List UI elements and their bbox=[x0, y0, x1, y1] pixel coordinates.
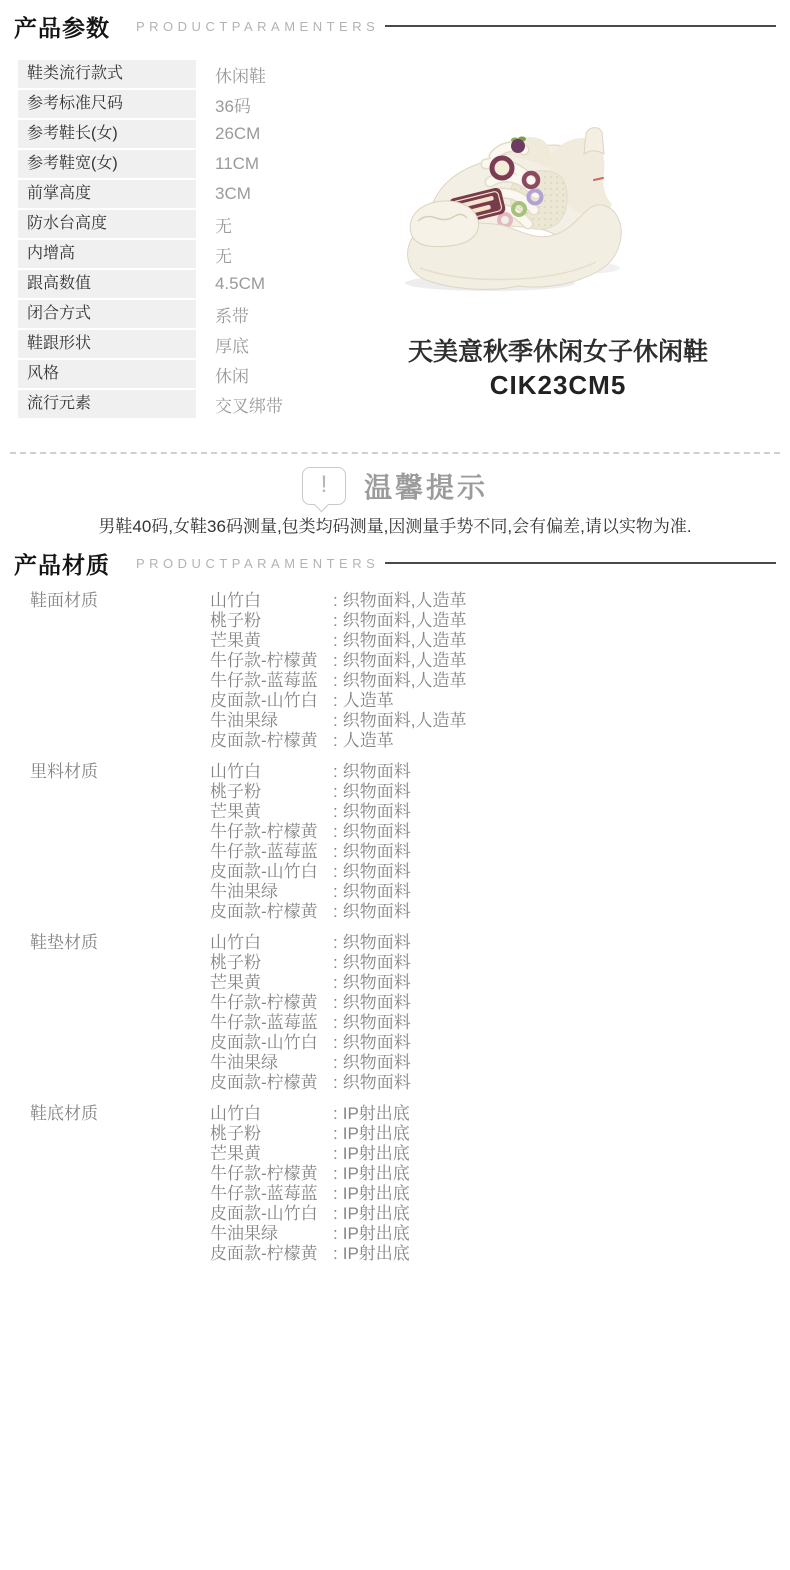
material-value: 人造革 bbox=[342, 691, 394, 710]
product-block bbox=[388, 60, 728, 422]
color-name: 牛仔款-柠檬黄 bbox=[210, 651, 318, 670]
param-label: 前掌高度 bbox=[18, 180, 196, 208]
table-row bbox=[18, 390, 283, 418]
colon: : bbox=[333, 1144, 338, 1163]
material-value: 织物面料 bbox=[342, 993, 411, 1012]
color-name: 皮面款-山竹白 bbox=[210, 1033, 318, 1052]
colon: : bbox=[333, 782, 338, 801]
materials-section-subtitle: PRODUCTPARAMENTERS bbox=[136, 555, 380, 571]
table-row bbox=[18, 330, 283, 358]
material-value: 织物面料,人造革 bbox=[342, 631, 467, 650]
list-item bbox=[210, 1244, 410, 1264]
list-item bbox=[210, 1204, 410, 1224]
product-photo bbox=[398, 120, 630, 295]
param-value: 无 bbox=[215, 216, 232, 236]
colon: : bbox=[333, 1104, 338, 1123]
colon: : bbox=[333, 671, 338, 690]
colon: : bbox=[333, 651, 338, 670]
material-value: 织物面料 bbox=[342, 953, 411, 972]
list-item bbox=[210, 651, 466, 671]
param-value: 交叉绑带 bbox=[215, 396, 283, 416]
list-item bbox=[210, 762, 411, 782]
parameters-area bbox=[0, 60, 790, 422]
product-name: 天美意秋季休闲女子休闲鞋 bbox=[407, 338, 708, 366]
color-name: 桃子粉 bbox=[210, 611, 261, 630]
color-name: 皮面款-柠檬黄 bbox=[210, 902, 318, 921]
material-value: 织物面料,人造革 bbox=[342, 651, 467, 670]
param-label: 防水台高度 bbox=[18, 210, 196, 238]
param-label: 内增高 bbox=[18, 240, 196, 268]
colon: : bbox=[333, 591, 338, 610]
toe-bumper bbox=[410, 201, 478, 247]
table-row bbox=[18, 360, 283, 388]
param-value: 36码 bbox=[215, 96, 251, 116]
material-value: 织物面料 bbox=[342, 822, 411, 841]
color-name: 山竹白 bbox=[210, 591, 261, 610]
material-value: 织物面料,人造革 bbox=[342, 611, 467, 630]
colon: : bbox=[333, 1184, 338, 1203]
exclamation-icon: ! bbox=[302, 467, 346, 505]
material-value: 织物面料 bbox=[342, 762, 411, 781]
colon: : bbox=[333, 1053, 338, 1072]
colon: : bbox=[333, 1124, 338, 1143]
material-value: IP射出底 bbox=[342, 1164, 410, 1183]
materials-section-header bbox=[0, 545, 790, 581]
colon: : bbox=[333, 762, 338, 781]
param-value: 休闲鞋 bbox=[215, 66, 266, 86]
param-value: 无 bbox=[215, 246, 232, 266]
color-name: 牛油果绿 bbox=[210, 1053, 278, 1072]
table-row bbox=[18, 60, 283, 88]
color-name: 山竹白 bbox=[210, 1104, 261, 1123]
list-item bbox=[210, 631, 466, 651]
list-item bbox=[210, 1033, 411, 1053]
colon: : bbox=[333, 1013, 338, 1032]
colon: : bbox=[333, 711, 338, 730]
list-item bbox=[210, 1144, 410, 1164]
color-name: 山竹白 bbox=[210, 762, 261, 781]
color-name: 牛仔款-蓝莓蓝 bbox=[210, 1184, 318, 1203]
material-group-label: 鞋底材质 bbox=[30, 1104, 98, 1123]
material-value: IP射出底 bbox=[342, 1224, 410, 1243]
materials-list bbox=[0, 591, 790, 1264]
list-item bbox=[210, 902, 411, 922]
color-name: 芒果黄 bbox=[210, 631, 261, 650]
material-value: IP射出底 bbox=[342, 1244, 410, 1263]
material-value: IP射出底 bbox=[342, 1104, 410, 1123]
tips-header bbox=[0, 464, 790, 508]
param-value: 厚底 bbox=[215, 336, 249, 356]
list-item bbox=[210, 842, 411, 862]
color-name: 皮面款-山竹白 bbox=[210, 862, 318, 881]
color-name: 芒果黄 bbox=[210, 802, 261, 821]
list-item bbox=[210, 591, 466, 611]
param-label: 鞋跟形状 bbox=[18, 330, 196, 358]
material-group-label: 鞋垫材质 bbox=[30, 933, 98, 952]
colon: : bbox=[333, 902, 338, 921]
list-item bbox=[210, 782, 411, 802]
param-label: 参考标准尺码 bbox=[18, 90, 196, 118]
list-item bbox=[210, 862, 411, 882]
colon: : bbox=[333, 862, 338, 881]
list-item bbox=[210, 953, 411, 973]
color-name: 芒果黄 bbox=[210, 973, 261, 992]
color-name: 桃子粉 bbox=[210, 953, 261, 972]
colon: : bbox=[333, 1244, 338, 1263]
material-value: IP射出底 bbox=[342, 1204, 410, 1223]
list-item bbox=[210, 1013, 411, 1033]
list-item bbox=[210, 1073, 411, 1093]
material-value: IP射出底 bbox=[342, 1144, 410, 1163]
color-name: 桃子粉 bbox=[210, 782, 261, 801]
material-value: 织物面料 bbox=[342, 1013, 411, 1032]
colon: : bbox=[333, 973, 338, 992]
list-item bbox=[210, 1053, 411, 1073]
colon: : bbox=[333, 953, 338, 972]
list-item bbox=[210, 802, 411, 822]
param-value: 4.5CM bbox=[215, 274, 266, 293]
header-rule-line bbox=[385, 562, 776, 564]
table-row bbox=[18, 270, 283, 298]
material-value: IP射出底 bbox=[342, 1124, 410, 1143]
table-row bbox=[18, 180, 283, 208]
material-group-lining bbox=[30, 762, 790, 922]
list-item bbox=[210, 611, 466, 631]
table-row bbox=[18, 210, 283, 238]
color-name: 牛油果绿 bbox=[210, 1224, 278, 1243]
material-value: 织物面料 bbox=[342, 882, 411, 901]
list-item bbox=[210, 822, 411, 842]
material-value: 织物面料 bbox=[342, 802, 411, 821]
color-name: 牛仔款-柠檬黄 bbox=[210, 1164, 318, 1183]
color-name: 牛油果绿 bbox=[210, 882, 278, 901]
list-item bbox=[210, 1124, 410, 1144]
list-item bbox=[210, 691, 466, 711]
color-name: 牛仔款-蓝莓蓝 bbox=[210, 842, 318, 861]
material-value: 织物面料 bbox=[342, 933, 411, 952]
list-item bbox=[210, 1104, 410, 1124]
color-name: 皮面款-柠檬黄 bbox=[210, 1073, 318, 1092]
params-section-title: 产品参数 bbox=[14, 14, 110, 41]
color-name: 牛仔款-蓝莓蓝 bbox=[210, 1013, 318, 1032]
material-value: 织物面料 bbox=[342, 902, 411, 921]
material-group-upper bbox=[30, 591, 790, 751]
colon: : bbox=[333, 933, 338, 952]
color-name: 牛仔款-柠檬黄 bbox=[210, 993, 318, 1012]
colon: : bbox=[333, 1033, 338, 1052]
param-label: 风格 bbox=[18, 360, 196, 388]
table-row bbox=[18, 90, 283, 118]
material-value: 织物面料 bbox=[342, 973, 411, 992]
material-items bbox=[210, 933, 411, 1093]
param-value: 休闲 bbox=[215, 366, 249, 386]
product-model: CIK23CM5 bbox=[489, 370, 627, 400]
param-value: 11CM bbox=[215, 154, 260, 173]
param-label: 流行元素 bbox=[18, 390, 196, 418]
param-value: 3CM bbox=[215, 184, 251, 203]
colon: : bbox=[333, 1073, 338, 1092]
list-item bbox=[210, 731, 466, 751]
colon: : bbox=[333, 1224, 338, 1243]
tips-note: 男鞋40码,女鞋36码测量,包类均码测量,因测量手势不同,会有偏差,请以实物为准. bbox=[98, 517, 692, 536]
parameters-table bbox=[18, 60, 283, 420]
params-section-header bbox=[0, 8, 790, 44]
color-name: 皮面款-柠檬黄 bbox=[210, 1244, 318, 1263]
material-value: 织物面料 bbox=[342, 1033, 411, 1052]
param-label: 跟高数值 bbox=[18, 270, 196, 298]
color-name: 牛仔款-蓝莓蓝 bbox=[210, 671, 318, 690]
list-item bbox=[210, 711, 466, 731]
header-rule-line bbox=[385, 25, 776, 27]
table-row bbox=[18, 120, 283, 148]
material-group-insole bbox=[30, 933, 790, 1093]
material-items bbox=[210, 591, 466, 751]
colon: : bbox=[333, 691, 338, 710]
colon: : bbox=[333, 993, 338, 1012]
list-item bbox=[210, 882, 411, 902]
color-name: 山竹白 bbox=[210, 933, 261, 952]
colon: : bbox=[333, 731, 338, 750]
material-value: 织物面料,人造革 bbox=[342, 711, 467, 730]
material-group-outsole bbox=[30, 1104, 790, 1264]
param-value: 系带 bbox=[215, 306, 249, 326]
colon: : bbox=[333, 611, 338, 630]
color-name: 皮面款-山竹白 bbox=[210, 691, 318, 710]
material-group-label: 鞋面材质 bbox=[30, 591, 98, 610]
params-section-subtitle: PRODUCTPARAMENTERS bbox=[136, 18, 380, 34]
color-name: 皮面款-山竹白 bbox=[210, 1204, 318, 1223]
material-value: 织物面料 bbox=[342, 1053, 411, 1072]
color-name: 皮面款-柠檬黄 bbox=[210, 731, 318, 750]
material-value: IP射出底 bbox=[342, 1184, 410, 1203]
list-item bbox=[210, 993, 411, 1013]
material-items bbox=[210, 1104, 410, 1264]
colon: : bbox=[333, 822, 338, 841]
dashed-divider bbox=[10, 452, 780, 454]
table-row bbox=[18, 150, 283, 178]
list-item bbox=[210, 1184, 410, 1204]
color-name: 芒果黄 bbox=[210, 1144, 261, 1163]
color-name: 桃子粉 bbox=[210, 1124, 261, 1143]
param-value: 26CM bbox=[215, 124, 261, 143]
materials-section-title: 产品材质 bbox=[14, 551, 110, 578]
material-value: 人造革 bbox=[342, 731, 394, 750]
tips-title: 温馨提示 bbox=[363, 472, 488, 503]
table-row bbox=[18, 240, 283, 268]
table-row bbox=[18, 300, 283, 328]
param-label: 参考鞋长(女) bbox=[18, 120, 196, 148]
color-name: 牛油果绿 bbox=[210, 711, 278, 730]
list-item bbox=[210, 1224, 410, 1244]
colon: : bbox=[333, 802, 338, 821]
colon: : bbox=[333, 882, 338, 901]
list-item bbox=[210, 1164, 410, 1184]
list-item bbox=[210, 933, 411, 953]
material-group-label: 里料材质 bbox=[30, 762, 98, 781]
colon: : bbox=[333, 842, 338, 861]
material-value: 织物面料 bbox=[342, 782, 411, 801]
param-label: 参考鞋宽(女) bbox=[18, 150, 196, 178]
param-label: 闭合方式 bbox=[18, 300, 196, 328]
material-value: 织物面料 bbox=[342, 1073, 411, 1092]
material-value: 织物面料 bbox=[342, 862, 411, 881]
material-value: 织物面料,人造革 bbox=[342, 671, 467, 690]
param-label: 鞋类流行款式 bbox=[18, 60, 196, 88]
material-items bbox=[210, 762, 411, 922]
list-item bbox=[210, 973, 411, 993]
list-item bbox=[210, 671, 466, 691]
colon: : bbox=[333, 1164, 338, 1183]
colon: : bbox=[333, 1204, 338, 1223]
material-value: 织物面料,人造革 bbox=[342, 591, 467, 610]
color-name: 牛仔款-柠檬黄 bbox=[210, 822, 318, 841]
material-value: 织物面料 bbox=[342, 842, 411, 861]
colon: : bbox=[333, 631, 338, 650]
